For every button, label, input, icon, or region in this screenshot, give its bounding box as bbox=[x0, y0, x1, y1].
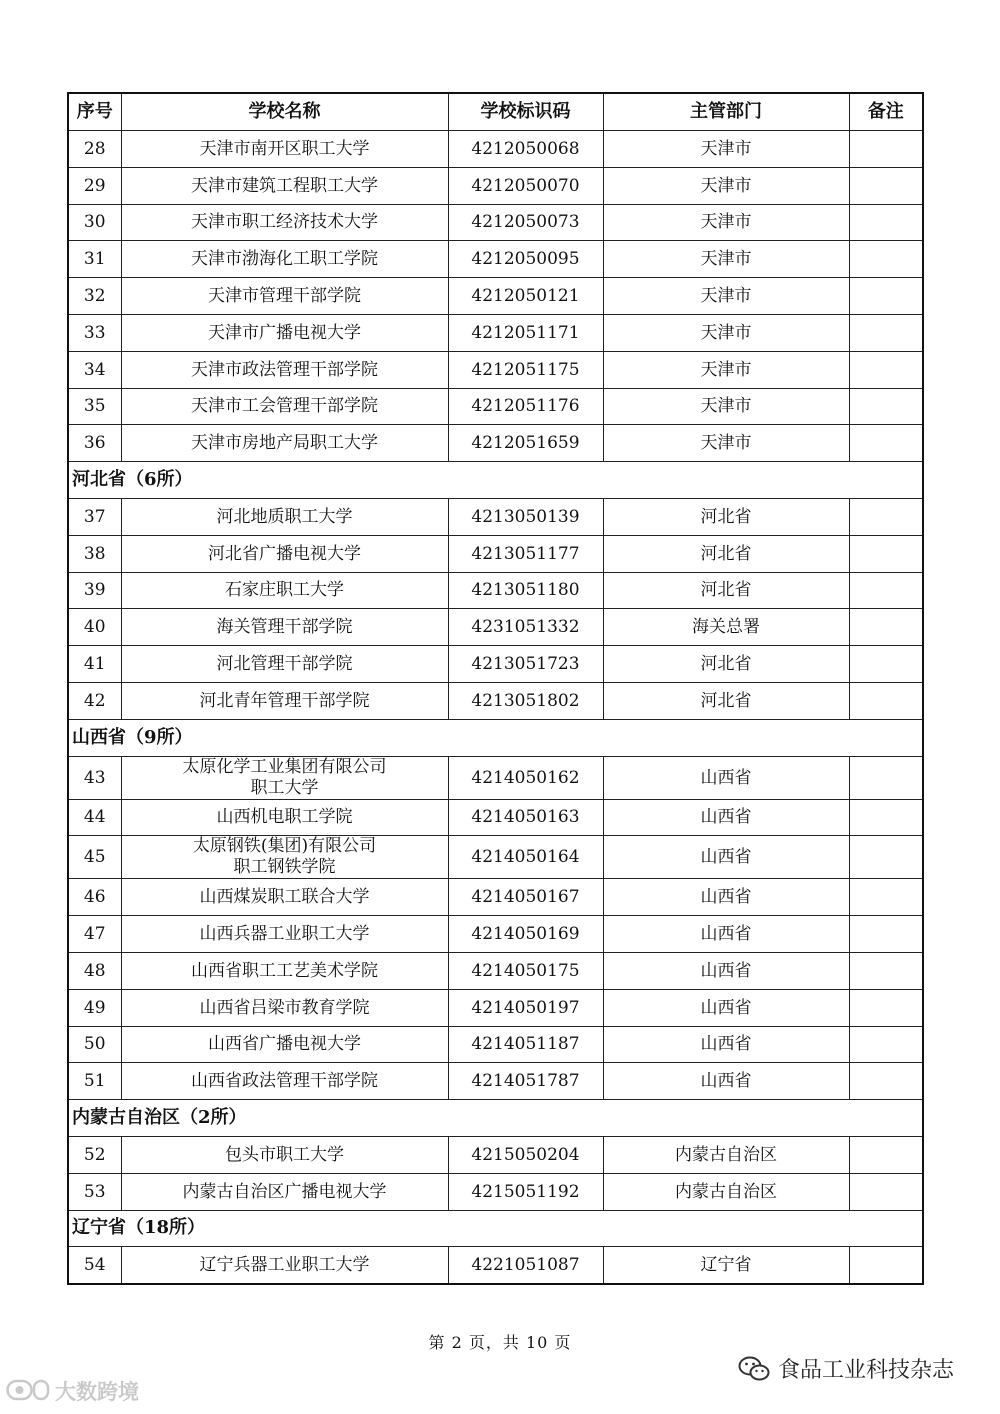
cell-school-name: 天津市政法管理干部学院 bbox=[121, 351, 448, 388]
table-row bbox=[68, 836, 923, 879]
cell-department: 天津市 bbox=[603, 241, 849, 278]
cell-remarks bbox=[849, 498, 923, 535]
cell-school-code: 4214050162 bbox=[448, 756, 603, 799]
cell-seq: 39 bbox=[68, 572, 121, 609]
section-row bbox=[68, 462, 923, 499]
cell-department: 天津市 bbox=[603, 278, 849, 315]
cell-remarks bbox=[849, 131, 923, 168]
cell-department: 山西省 bbox=[603, 799, 849, 836]
cell-school-code: 4212050121 bbox=[448, 278, 603, 315]
cell-department: 河北省 bbox=[603, 572, 849, 609]
cell-remarks bbox=[849, 952, 923, 989]
cell-school-code: 4214050197 bbox=[448, 989, 603, 1026]
cell-department: 河北省 bbox=[603, 535, 849, 572]
table-row bbox=[68, 498, 923, 535]
cell-seq: 38 bbox=[68, 535, 121, 572]
cell-school-code: 4214050175 bbox=[448, 952, 603, 989]
cell-school-name: 山西机电职工学院 bbox=[121, 799, 448, 836]
cell-department: 山西省 bbox=[603, 836, 849, 879]
table-body bbox=[68, 131, 923, 1284]
table-row bbox=[68, 952, 923, 989]
cell-seq: 49 bbox=[68, 989, 121, 1026]
watermark-left-text: 大数跨境 bbox=[55, 1380, 139, 1404]
cell-department: 山西省 bbox=[603, 1063, 849, 1100]
cell-remarks bbox=[849, 204, 923, 241]
cell-school-code: 4221051087 bbox=[448, 1247, 603, 1284]
cell-remarks bbox=[849, 388, 923, 425]
cell-seq: 28 bbox=[68, 131, 121, 168]
cell-school-name: 包头市职工大学 bbox=[121, 1136, 448, 1173]
cell-department: 山西省 bbox=[603, 756, 849, 799]
cell-seq: 36 bbox=[68, 425, 121, 462]
table-row bbox=[68, 204, 923, 241]
cell-remarks bbox=[849, 241, 923, 278]
cell-school-name: 河北管理干部学院 bbox=[121, 646, 448, 683]
cell-seq: 50 bbox=[68, 1026, 121, 1063]
cell-school-name: 天津市建筑工程职工大学 bbox=[121, 167, 448, 204]
cell-seq: 48 bbox=[68, 952, 121, 989]
cell-department: 河北省 bbox=[603, 498, 849, 535]
table-row bbox=[68, 609, 923, 646]
cell-seq: 52 bbox=[68, 1136, 121, 1173]
cell-school-name: 河北地质职工大学 bbox=[121, 498, 448, 535]
cell-remarks bbox=[849, 879, 923, 916]
cell-remarks bbox=[849, 535, 923, 572]
section-row bbox=[68, 719, 923, 756]
table-row bbox=[68, 1063, 923, 1100]
cell-remarks bbox=[849, 167, 923, 204]
cell-school-name: 山西省政法管理干部学院 bbox=[121, 1063, 448, 1100]
cell-school-name: 山西省吕梁市教育学院 bbox=[121, 989, 448, 1026]
cell-seq: 46 bbox=[68, 879, 121, 916]
cell-school-code: 4212051171 bbox=[448, 314, 603, 351]
cell-department: 天津市 bbox=[603, 351, 849, 388]
section-row bbox=[68, 1210, 923, 1247]
cell-school-name: 天津市房地产局职工大学 bbox=[121, 425, 448, 462]
cell-seq: 37 bbox=[68, 498, 121, 535]
section-heading: 辽宁省（18所） bbox=[68, 1210, 923, 1247]
cell-remarks bbox=[849, 425, 923, 462]
school-list-table bbox=[67, 92, 924, 1285]
table-row bbox=[68, 131, 923, 168]
cell-remarks bbox=[849, 799, 923, 836]
cell-school-code: 4213051802 bbox=[448, 682, 603, 719]
table-row bbox=[68, 682, 923, 719]
table-row bbox=[68, 167, 923, 204]
table-row bbox=[68, 388, 923, 425]
cell-school-code: 4212050068 bbox=[448, 131, 603, 168]
cell-seq: 29 bbox=[68, 167, 121, 204]
cell-remarks bbox=[849, 351, 923, 388]
cell-school-name: 天津市渤海化工职工学院 bbox=[121, 241, 448, 278]
cell-remarks bbox=[849, 1063, 923, 1100]
cell-remarks bbox=[849, 1026, 923, 1063]
cell-school-name: 山西省广播电视大学 bbox=[121, 1026, 448, 1063]
table-row bbox=[68, 241, 923, 278]
cell-school-name: 天津市工会管理干部学院 bbox=[121, 388, 448, 425]
cell-remarks bbox=[849, 1173, 923, 1210]
cell-department: 天津市 bbox=[603, 388, 849, 425]
cell-department: 天津市 bbox=[603, 425, 849, 462]
cell-remarks bbox=[849, 278, 923, 315]
cell-department: 海关总署 bbox=[603, 609, 849, 646]
cell-department: 山西省 bbox=[603, 989, 849, 1026]
cell-remarks bbox=[849, 646, 923, 683]
cell-school-code: 4214051787 bbox=[448, 1063, 603, 1100]
cell-school-code: 4214050164 bbox=[448, 836, 603, 879]
cell-seq: 45 bbox=[68, 836, 121, 879]
table-row bbox=[68, 1173, 923, 1210]
table-row bbox=[68, 351, 923, 388]
cell-department: 山西省 bbox=[603, 952, 849, 989]
header-seq: 序号 bbox=[68, 93, 121, 131]
cell-seq: 33 bbox=[68, 314, 121, 351]
cell-remarks bbox=[849, 836, 923, 879]
table-row bbox=[68, 879, 923, 916]
cell-department: 天津市 bbox=[603, 167, 849, 204]
table-row bbox=[68, 314, 923, 351]
cell-remarks bbox=[849, 682, 923, 719]
table-row bbox=[68, 425, 923, 462]
table-header bbox=[68, 93, 923, 131]
cell-school-code: 4212050070 bbox=[448, 167, 603, 204]
cell-school-code: 4213051723 bbox=[448, 646, 603, 683]
table-row bbox=[68, 646, 923, 683]
cell-remarks bbox=[849, 756, 923, 799]
table-row bbox=[68, 799, 923, 836]
cell-school-code: 4214050169 bbox=[448, 916, 603, 953]
cell-school-code: 4212051659 bbox=[448, 425, 603, 462]
section-heading: 山西省（9所） bbox=[68, 719, 923, 756]
cell-department: 河北省 bbox=[603, 646, 849, 683]
cell-department: 河北省 bbox=[603, 682, 849, 719]
cell-department: 山西省 bbox=[603, 879, 849, 916]
cell-school-code: 4212050073 bbox=[448, 204, 603, 241]
header-school-code: 学校标识码 bbox=[448, 93, 603, 131]
badge-icon bbox=[6, 1378, 50, 1404]
cell-seq: 43 bbox=[68, 756, 121, 799]
cell-seq: 35 bbox=[68, 388, 121, 425]
cell-school-code: 4214050167 bbox=[448, 879, 603, 916]
cell-school-code: 4214050163 bbox=[448, 799, 603, 836]
cell-seq: 44 bbox=[68, 799, 121, 836]
cell-school-name: 河北青年管理干部学院 bbox=[121, 682, 448, 719]
cell-department: 山西省 bbox=[603, 916, 849, 953]
cell-school-code: 4212051176 bbox=[448, 388, 603, 425]
table-row bbox=[68, 1026, 923, 1063]
cell-seq: 30 bbox=[68, 204, 121, 241]
table-row bbox=[68, 572, 923, 609]
cell-school-name: 太原化学工业集团有限公司 职工大学 bbox=[121, 756, 448, 799]
cell-seq: 41 bbox=[68, 646, 121, 683]
section-row bbox=[68, 1100, 923, 1137]
cell-school-code: 4215051192 bbox=[448, 1173, 603, 1210]
watermark-left bbox=[6, 1376, 139, 1406]
cell-school-code: 4213051180 bbox=[448, 572, 603, 609]
cell-school-name: 太原钢铁(集团)有限公司 职工钢铁学院 bbox=[121, 836, 448, 879]
table-row bbox=[68, 278, 923, 315]
wechat-icon bbox=[738, 1355, 770, 1383]
table-row bbox=[68, 535, 923, 572]
cell-school-name: 山西省职工工艺美术学院 bbox=[121, 952, 448, 989]
cell-school-name: 天津市职工经济技术大学 bbox=[121, 204, 448, 241]
cell-remarks bbox=[849, 314, 923, 351]
cell-seq: 47 bbox=[68, 916, 121, 953]
cell-seq: 40 bbox=[68, 609, 121, 646]
table-row bbox=[68, 1247, 923, 1284]
cell-school-name: 辽宁兵器工业职工大学 bbox=[121, 1247, 448, 1284]
cell-school-name: 山西兵器工业职工大学 bbox=[121, 916, 448, 953]
cell-department: 天津市 bbox=[603, 131, 849, 168]
cell-seq: 54 bbox=[68, 1247, 121, 1284]
cell-seq: 34 bbox=[68, 351, 121, 388]
watermark-right bbox=[738, 1353, 954, 1384]
section-heading: 内蒙古自治区（2所） bbox=[68, 1100, 923, 1137]
cell-department: 内蒙古自治区 bbox=[603, 1173, 849, 1210]
header-department: 主管部门 bbox=[603, 93, 849, 131]
cell-remarks bbox=[849, 989, 923, 1026]
table-row bbox=[68, 989, 923, 1026]
header-remarks: 备注 bbox=[849, 93, 923, 131]
cell-school-code: 4212051175 bbox=[448, 351, 603, 388]
cell-seq: 51 bbox=[68, 1063, 121, 1100]
cell-remarks bbox=[849, 572, 923, 609]
header-school-name: 学校名称 bbox=[121, 93, 448, 131]
section-heading: 河北省（6所） bbox=[68, 462, 923, 499]
cell-department: 辽宁省 bbox=[603, 1247, 849, 1284]
table-row bbox=[68, 1136, 923, 1173]
cell-school-name: 天津市南开区职工大学 bbox=[121, 131, 448, 168]
cell-remarks bbox=[849, 609, 923, 646]
page-number: 第 2 页，共 10 页 bbox=[428, 1333, 572, 1352]
cell-seq: 32 bbox=[68, 278, 121, 315]
cell-school-name: 内蒙古自治区广播电视大学 bbox=[121, 1173, 448, 1210]
cell-department: 山西省 bbox=[603, 1026, 849, 1063]
cell-school-name: 山西煤炭职工联合大学 bbox=[121, 879, 448, 916]
cell-remarks bbox=[849, 1136, 923, 1173]
cell-department: 天津市 bbox=[603, 204, 849, 241]
cell-school-name: 天津市广播电视大学 bbox=[121, 314, 448, 351]
cell-school-name: 海关管理干部学院 bbox=[121, 609, 448, 646]
cell-school-name: 石家庄职工大学 bbox=[121, 572, 448, 609]
table-row bbox=[68, 756, 923, 799]
cell-school-code: 4212050095 bbox=[448, 241, 603, 278]
cell-school-name: 河北省广播电视大学 bbox=[121, 535, 448, 572]
cell-school-code: 4213051177 bbox=[448, 535, 603, 572]
header-row bbox=[68, 93, 923, 131]
cell-school-code: 4213050139 bbox=[448, 498, 603, 535]
cell-school-code: 4215050204 bbox=[448, 1136, 603, 1173]
cell-department: 天津市 bbox=[603, 314, 849, 351]
cell-school-name: 天津市管理干部学院 bbox=[121, 278, 448, 315]
cell-school-code: 4231051332 bbox=[448, 609, 603, 646]
cell-remarks bbox=[849, 1247, 923, 1284]
watermark-right-text: 食品工业科技杂志 bbox=[778, 1358, 955, 1383]
cell-department: 内蒙古自治区 bbox=[603, 1136, 849, 1173]
cell-seq: 31 bbox=[68, 241, 121, 278]
cell-remarks bbox=[849, 916, 923, 953]
cell-school-code: 4214051187 bbox=[448, 1026, 603, 1063]
table-row bbox=[68, 916, 923, 953]
cell-seq: 42 bbox=[68, 682, 121, 719]
cell-seq: 53 bbox=[68, 1173, 121, 1210]
